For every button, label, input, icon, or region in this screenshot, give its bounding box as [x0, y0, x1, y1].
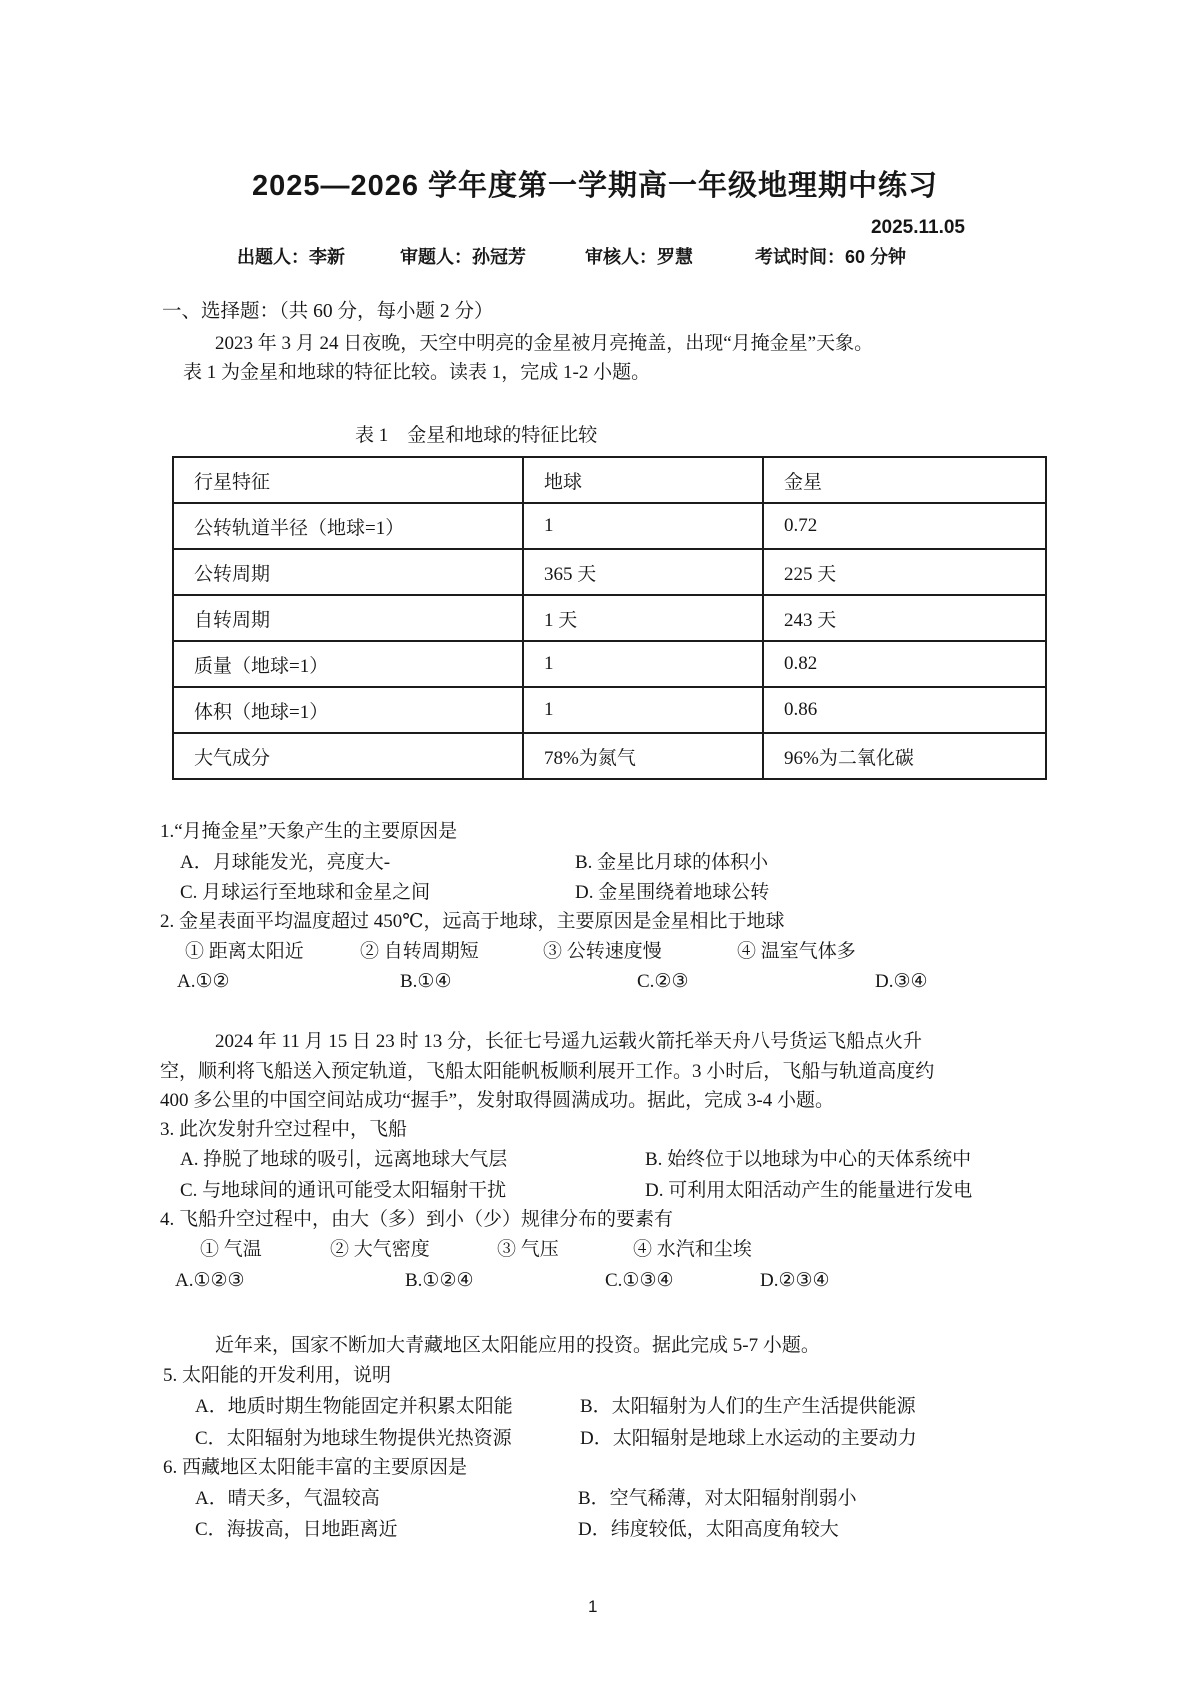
question-1-option-b: B. 金星比月球的体积小	[575, 852, 769, 873]
question-3-option-a: A. 挣脱了地球的吸引，远离地球大气层	[180, 1149, 508, 1170]
question-4-subitem-4: ④ 水汽和尘埃	[633, 1239, 752, 1260]
question-1-options-cd	[180, 881, 769, 905]
question-3-option-c: C. 与地球间的通讯可能受太阳辐射干扰	[180, 1180, 507, 1201]
table-cell: 96%为二氧化碳	[763, 733, 1046, 779]
table-caption: 表 1 金星和地球的特征比较	[355, 425, 598, 446]
table-cell: 公转周期	[173, 549, 523, 595]
table-cell: 243 天	[763, 595, 1046, 641]
question-5-options-ab	[195, 1395, 916, 1419]
page-title: 2025—2026 学年度第一学期高一年级地理期中练习	[251, 170, 939, 202]
question-6-options-ab	[195, 1487, 857, 1511]
question-2-subitem-4: ④ 温室气体多	[737, 941, 856, 962]
exam-checker: 审题人：孙冠芳	[400, 247, 526, 267]
table-cell: 1	[523, 687, 763, 733]
passage2-line3: 400 多公里的中国空间站成功“握手”，发射取得圆满成功。据此，完成 3-4 小题。	[160, 1090, 834, 1111]
question-4-answers	[175, 1269, 830, 1293]
question-1-option-d: D. 金星围绕着地球公转	[575, 882, 770, 903]
section-heading: 一、选择题：（共 60 分，每小题 2 分）	[162, 301, 494, 322]
question-2-subitem-3: ③ 公转速度慢	[543, 941, 662, 962]
table-cell: 78%为氮气	[523, 733, 763, 779]
question-2-stem: 2. 金星表面平均温度超过 450℃，远高于地球，主要原因是金星相比于地球	[160, 911, 785, 932]
passage1-line1: 2023 年 3 月 24 日夜晚，天空中明亮的金星被月亮掩盖，出现“月掩金星”天象。	[215, 333, 874, 354]
question-6-option-d: D．纬度较低，太阳高度角较大	[578, 1519, 839, 1540]
question-4-answer-d: D.②③④	[760, 1270, 830, 1291]
table-cell: 0.86	[763, 687, 1046, 733]
question-1-options-ab	[180, 851, 768, 875]
question-2-subitem-2: ② 自转周期短	[360, 941, 479, 962]
question-2-answers	[177, 970, 928, 994]
question-1-option-c: C. 月球运行至地球和金星之间	[180, 882, 431, 903]
question-4-answer-a: A.①②③	[175, 1270, 245, 1291]
question-5-option-c: C．太阳辐射为地球生物提供光热资源	[195, 1428, 512, 1449]
passage2-line2: 空，顺利将飞船送入预定轨道，飞船太阳能帆板顺利展开工作。3 小时后，飞船与轨道高度约	[160, 1061, 935, 1082]
question-3-options-ab	[180, 1148, 971, 1172]
question-2-subitems	[185, 940, 856, 964]
question-5-stem: 5. 太阳能的开发利用，说明	[163, 1365, 392, 1386]
exam-auditor: 审核人：罗慧	[585, 247, 693, 267]
question-6-options-cd	[195, 1518, 839, 1542]
table-cell: 地球	[523, 457, 763, 503]
exam-setter: 出题人：李新	[237, 247, 345, 267]
question-5-options-cd	[195, 1427, 917, 1451]
question-5-option-b: B．太阳辐射为人们的生产生活提供能源	[580, 1396, 916, 1417]
passage2-line1: 2024 年 11 月 15 日 23 时 13 分，长征七号遥九运载火箭托举天舟八号货运飞船点火升	[215, 1031, 923, 1052]
question-3-option-d: D. 可利用太阳活动产生的能量进行发电	[645, 1180, 973, 1201]
question-4-subitem-1: ① 气温	[200, 1239, 262, 1260]
table-cell: 1 天	[523, 595, 763, 641]
table-cell: 自转周期	[173, 595, 523, 641]
exam-duration: 考试时间：60 分钟	[755, 247, 907, 267]
question-3-option-b: B. 始终位于以地球为中心的天体系统中	[645, 1149, 972, 1170]
question-5-option-a: A．地质时期生物能固定并积累太阳能	[195, 1396, 513, 1417]
question-4-stem: 4. 飞船升空过程中，由大（多）到小（少）规律分布的要素有	[160, 1209, 674, 1230]
question-2-answer-b: B.①④	[400, 971, 452, 992]
table-cell: 0.82	[763, 641, 1046, 687]
question-2-answer-d: D.③④	[875, 971, 928, 992]
table-cell: 1	[523, 503, 763, 549]
exam-info-line	[237, 246, 906, 269]
question-2-answer-a: A.①②	[177, 971, 230, 992]
page-number: 1	[588, 1597, 598, 1616]
table-cell: 225 天	[763, 549, 1046, 595]
table-cell: 金星	[763, 457, 1046, 503]
table-cell: 大气成分	[173, 733, 523, 779]
table-cell: 质量（地球=1）	[173, 641, 523, 687]
exam-date: 2025.11.05	[870, 217, 965, 238]
question-2-answer-c: C.②③	[637, 971, 689, 992]
question-4-subitem-2: ② 大气密度	[330, 1239, 430, 1260]
table-cell: 365 天	[523, 549, 763, 595]
table-cell: 体积（地球=1）	[173, 687, 523, 733]
table-row	[173, 595, 1046, 641]
table-row	[173, 457, 1046, 503]
question-5-option-d: D．太阳辐射是地球上水运动的主要动力	[580, 1428, 917, 1449]
table-cell: 0.72	[763, 503, 1046, 549]
question-3-options-cd	[180, 1179, 972, 1203]
question-4-subitems	[200, 1238, 752, 1262]
table-row	[173, 687, 1046, 733]
question-4-answer-c: C.①③④	[605, 1270, 674, 1291]
question-2-subitem-1: ① 距离太阳近	[185, 941, 304, 962]
passage3-line1: 近年来，国家不断加大青藏地区太阳能应用的投资。据此完成 5-7 小题。	[215, 1335, 820, 1356]
question-4-subitem-3: ③ 气压	[497, 1239, 559, 1260]
question-1-option-a: A．月球能发光，亮度大-	[180, 852, 391, 873]
table-cell: 行星特征	[173, 457, 523, 503]
comparison-table	[172, 456, 1047, 780]
question-3-stem: 3. 此次发射升空过程中，飞船	[160, 1119, 408, 1140]
question-6-option-b: B．空气稀薄，对太阳辐射削弱小	[578, 1488, 857, 1509]
table-cell: 公转轨道半径（地球=1）	[173, 503, 523, 549]
table-row	[173, 641, 1046, 687]
table-row	[173, 733, 1046, 779]
table-cell: 1	[523, 641, 763, 687]
passage1-line2: 表 1 为金星和地球的特征比较。读表 1，完成 1-2 小题。	[183, 362, 651, 383]
question-6-option-c: C．海拔高，日地距离近	[195, 1519, 398, 1540]
question-4-answer-b: B.①②④	[405, 1270, 474, 1291]
question-6-option-a: A．晴天多，气温较高	[195, 1488, 380, 1509]
table-row	[173, 503, 1046, 549]
question-6-stem: 6. 西藏地区太阳能丰富的主要原因是	[163, 1457, 468, 1478]
question-1-stem: 1.“月掩金星”天象产生的主要原因是	[160, 821, 458, 842]
table-row	[173, 549, 1046, 595]
